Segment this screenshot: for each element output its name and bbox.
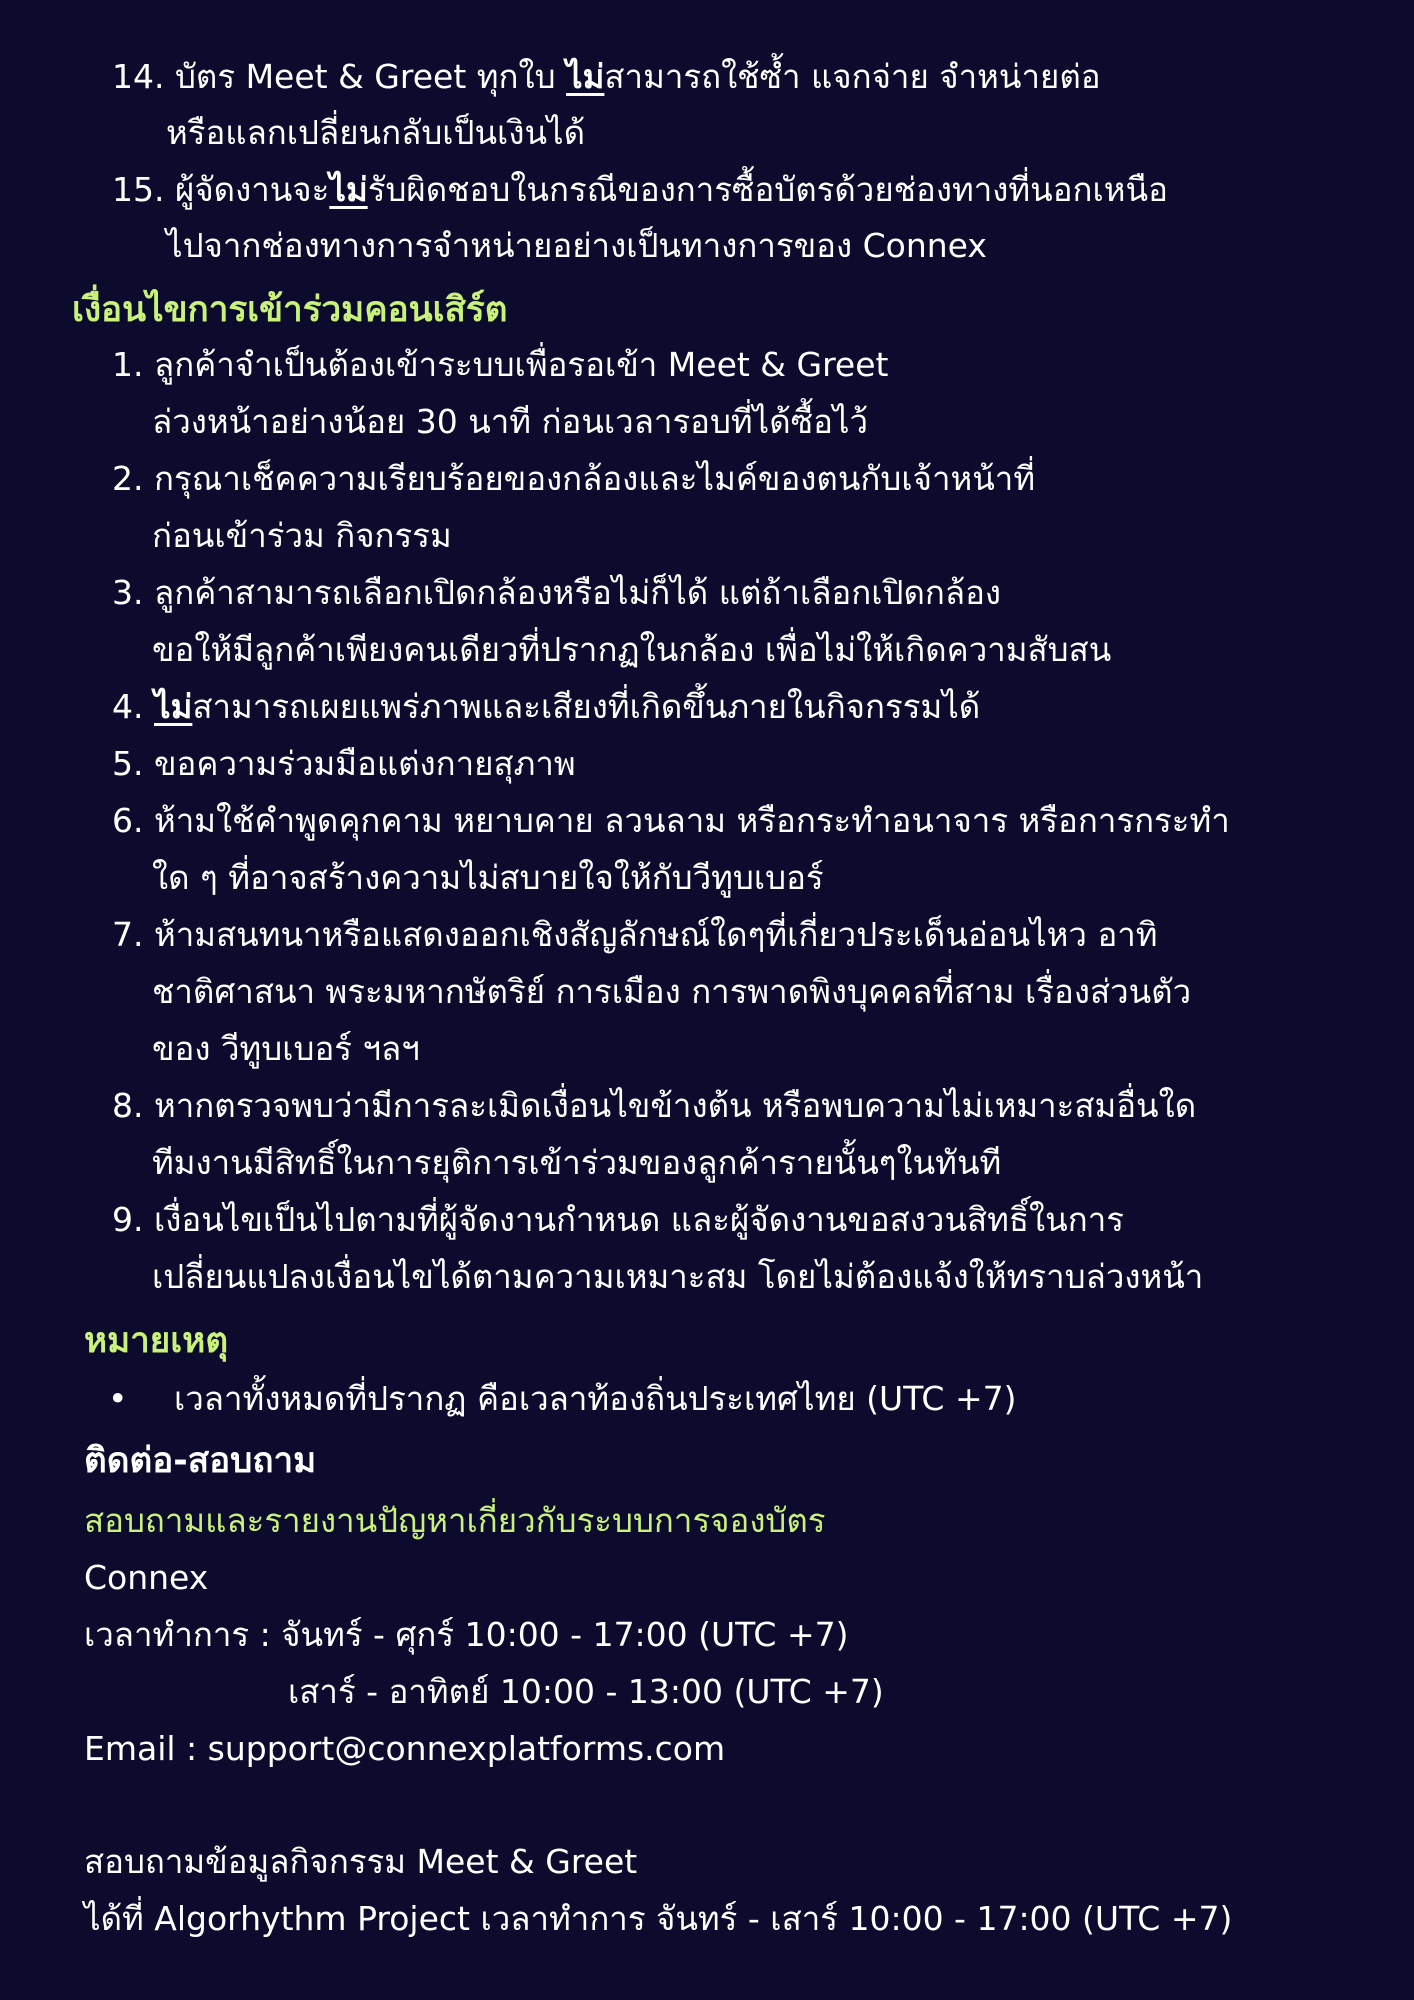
- term-14-text-pre: บัตร Meet & Greet ทุกใบ: [174, 57, 567, 96]
- condition-1-line-2: ล่วงหน้าอย่างน้อย 30 นาที ก่อนเวลารอบที่ได้ซื้อไว้: [152, 402, 869, 441]
- condition-6-line-1: [112, 793, 1230, 849]
- condition-1-line-1: [112, 337, 888, 393]
- term-14-line-2: หรือแลกเปลี่ยนกลับเป็นเงินได้: [166, 113, 586, 152]
- term-15-emphasis: ไม่: [329, 170, 368, 209]
- term-15-line-2: ไปจากช่องทางการจำหน่ายอย่างเป็นทางการของ Connex: [166, 226, 987, 265]
- condition-2-line-1: [112, 451, 1035, 507]
- condition-2-number: 2.: [112, 459, 144, 498]
- contact-title: ติดต่อ-สอบถาม: [84, 1441, 317, 1481]
- condition-9-line-2: เปลี่ยนแปลงเงื่อนไขได้ตามความเหมาะสม โดยไม่ต้องแจ้งให้ทราบล่วงหน้า: [152, 1257, 1204, 1296]
- term-14-text-post: สามารถใช้ซ้ำ แจกจ่าย จำหน่ายต่อ: [604, 57, 1101, 96]
- condition-5-number: 5.: [112, 744, 144, 783]
- condition-7-number: 7.: [112, 915, 144, 954]
- term-15-number: 15.: [112, 170, 165, 209]
- note-text: เวลาทั้งหมดที่ปรากฏ คือเวลาท้องถิ่นประเทศไทย (UTC +7): [174, 1379, 1017, 1418]
- condition-2-text: กรุณาเช็คความเรียบร้อยของกล้องและไมค์ของตนกับเจ้าหน้าที่: [154, 459, 1036, 498]
- condition-7-line-3: ของ วีทูบเบอร์ ฯลฯ: [152, 1029, 420, 1068]
- condition-9-text: เงื่อนไขเป็นไปตามที่ผู้จัดงานกำหนด และผู้จัดงานขอสงวนสิทธิ์ในการ: [154, 1200, 1124, 1239]
- condition-6-line-2: ใด ๆ ที่อาจสร้างความไม่สบายใจให้กับวีทูบเบอร์: [152, 858, 824, 897]
- conditions-title: เงื่อนไขการเข้าร่วมคอนเสิร์ต: [72, 290, 508, 330]
- term-14-emphasis: ไม่: [566, 57, 605, 96]
- condition-5-text: ขอความร่วมมือแต่งกายสุภาพ: [154, 744, 576, 783]
- condition-9-line-1: [112, 1192, 1124, 1248]
- term-14-line-1: [112, 49, 1101, 105]
- contact-hours-weekday: เวลาทำการ : จันทร์ - ศุกร์ 10:00 - 17:00 (UTC +7): [84, 1615, 849, 1654]
- term-15-text-pre: ผู้จัดงานจะ: [174, 170, 330, 209]
- condition-7-text: ห้ามสนทนาหรือแสดงออกเชิงสัญลักษณ์ใดๆที่เกี่ยวประเด็นอ่อนไหว อาทิ: [154, 915, 1158, 954]
- condition-3-number: 3.: [112, 573, 144, 612]
- note-title: หมายเหตุ: [84, 1321, 229, 1361]
- condition-7-line-1: [112, 907, 1158, 963]
- condition-4-emphasis: ไม่: [154, 687, 193, 726]
- term-15-text-post: รับผิดชอบในกรณีของการซื้อบัตรด้วยช่องทางที่นอกเหนือ: [367, 170, 1168, 209]
- condition-8-number: 8.: [112, 1086, 144, 1125]
- condition-3-line-1: [112, 565, 1001, 621]
- condition-6-number: 6.: [112, 801, 144, 840]
- term-15-line-1: [112, 162, 1168, 218]
- condition-1-number: 1.: [112, 345, 144, 384]
- event-inquiry-line-2: ได้ที่ Algorhythm Project เวลาทำการ จันทร์ - เสาร์ 10:00 - 17:00 (UTC +7): [84, 1899, 1233, 1938]
- condition-3-line-2: ขอให้มีลูกค้าเพียงคนเดียวที่ปรากฏในกล้อง เพื่อไม่ให้เกิดความสับสน: [152, 630, 1112, 669]
- condition-4-number: 4.: [112, 687, 144, 726]
- condition-8-text: หากตรวจพบว่ามีการละเมิดเงื่อนไขข้างต้น หรือพบความไม่เหมาะสมอื่นใด: [154, 1086, 1197, 1125]
- condition-8-line-2: ทีมงานมีสิทธิ์ในการยุติการเข้าร่วมของลูกค้ารายนั้นๆในทันที: [152, 1143, 1002, 1182]
- condition-5-line-1: [112, 736, 576, 792]
- term-14-number: 14.: [112, 57, 165, 96]
- condition-8-line-1: [112, 1078, 1196, 1134]
- event-inquiry-line-1: สอบถามข้อมูลกิจกรรม Meet & Greet: [84, 1842, 638, 1881]
- condition-2-line-2: ก่อนเข้าร่วม กิจกรรม: [152, 516, 452, 555]
- condition-9-number: 9.: [112, 1200, 144, 1239]
- condition-6-text: ห้ามใช้คำพูดคุกคาม หยาบคาย ลวนลาม หรือกระทำอนาจาร หรือการกระทำ: [154, 801, 1230, 840]
- condition-1-text: ลูกค้าจำเป็นต้องเข้าระบบเพื่อรอเข้า Meet & Greet: [154, 345, 889, 384]
- condition-3-text: ลูกค้าสามารถเลือกเปิดกล้องหรือไม่ก็ได้ แต่ถ้าเลือกเปิดกล้อง: [154, 573, 1002, 612]
- note-bullet: •: [108, 1379, 128, 1418]
- contact-hours-weekend: เสาร์ - อาทิตย์ 10:00 - 13:00 (UTC +7): [288, 1672, 884, 1711]
- contact-email: Email : support@connexplatforms.com: [84, 1729, 726, 1768]
- contact-company: Connex: [84, 1558, 209, 1597]
- condition-7-line-2: ชาติศาสนา พระมหากษัตริย์ การเมือง การพาดพิงบุคคลที่สาม เรื่องส่วนตัว: [152, 972, 1192, 1011]
- condition-4-line-1: [112, 679, 980, 735]
- condition-4-text: สามารถเผยแพร่ภาพและเสียงที่เกิดขึ้นภายในกิจกรรมได้: [192, 687, 981, 726]
- contact-subtitle: สอบถามและรายงานปัญหาเกี่ยวกับระบบการจองบัตร: [84, 1501, 826, 1540]
